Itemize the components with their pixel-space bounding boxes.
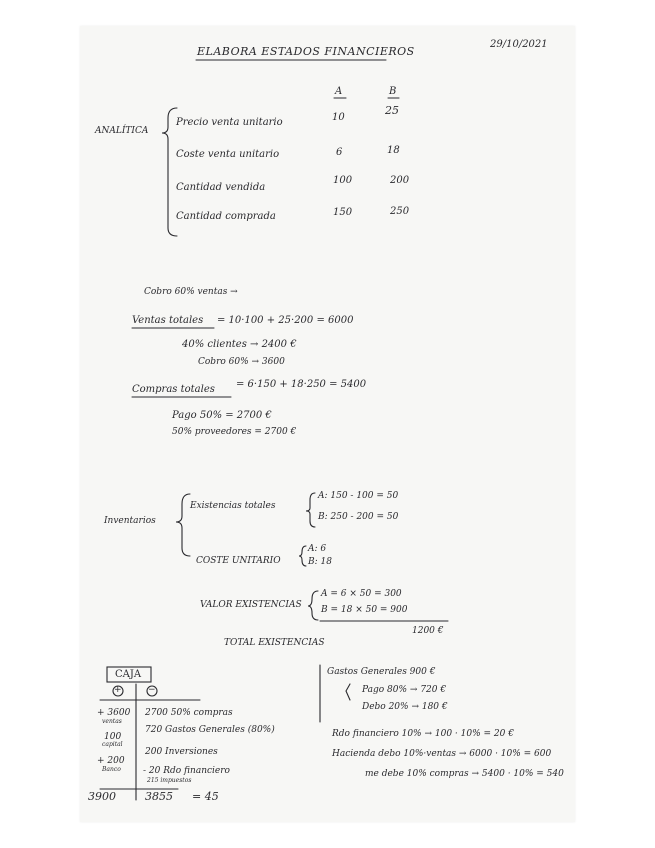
haber-line: 720 Gastos Generales (80%) [145,725,275,735]
date: 29/10/2021 [490,39,548,50]
saldo: = 45 [192,790,219,803]
row-a-value: 100 [333,175,353,186]
compras-label: Compras totales [132,384,215,395]
coste-a: A: 6 [308,544,327,554]
debe-note: Banco [102,766,121,773]
rdo-financiero: Rdo financiero 10% → 100 · 10% = 20 € [332,729,514,739]
minus-sign: − [148,685,156,695]
row-b-value: 200 [390,175,410,186]
debe-value: + 200 [97,756,125,766]
debe-value: 100 [104,732,122,742]
coste-b: B: 18 [308,557,332,567]
caja-title: CAJA [115,669,142,680]
valor-b: B = 18 × 50 = 900 [321,605,408,615]
debe-note: ventas [102,718,122,725]
compras-proveedores: 50% proveedores = 2700 € [172,427,297,437]
ventas-label: Ventas totales [132,315,204,326]
ventas-calc: = 10·100 + 25·200 = 6000 [217,315,354,326]
debe-note: capital [102,741,123,748]
existencias-a: A: 150 - 100 = 50 [318,491,399,501]
col-a-header: A [335,86,343,97]
row-label: Precio venta unitario [176,117,283,128]
valor-a: A = 6 × 50 = 300 [321,589,402,599]
row-b-value: 18 [387,145,400,156]
gastos-generales: Gastos Generales 900 € [327,667,436,677]
row-label: Cantidad vendida [176,182,266,193]
compras-calc: = 6·150 + 18·250 = 5400 [236,379,367,390]
haber-line: 215 impuestos [147,777,192,784]
haber-line: - 20 Rdo financiero [143,766,230,776]
total-existencias-label: TOTAL EXISTENCIAS [224,638,325,648]
hacienda-debo: Hacienda debo 10%·ventas → 6000 · 10% = 600 [332,749,552,759]
notebook-page [80,26,575,822]
ventas-cobro: Cobro 60% → 3600 [198,357,285,367]
col-b-header: B [389,86,397,97]
hacienda-medebe: me debe 10% compras → 5400 · 10% = 540 [365,769,564,779]
compras-pago: Pago 50% = 2700 € [172,410,272,421]
row-a-value: 10 [332,112,345,123]
existencias-label: Existencias totales [190,501,276,511]
plus-sign: + [114,685,122,695]
ventas-clientes: 40% clientes → 2400 € [182,339,297,350]
valor-total: 1200 € [412,626,444,636]
row-a-value: 150 [333,207,353,218]
gastos-debo: Debo 20% → 180 € [362,702,448,712]
row-label: Cantidad comprada [176,211,276,222]
row-b-value: 25 [385,104,399,117]
haber-line: 2700 50% compras [145,708,233,718]
analitica-label: ANALÍTICA [95,126,149,136]
existencias-b: B: 250 - 200 = 50 [318,512,399,522]
total-debe: 3900 [88,790,116,803]
coste-unitario-label: COSTE UNITARIO [196,556,281,566]
valor-existencias-label: VALOR EXISTENCIAS [200,600,302,610]
row-b-value: 250 [390,206,410,217]
page-title: ELABORA ESTADOS FINANCIEROS [197,45,415,58]
inventarios-label: Inventarios [104,516,156,526]
row-label: Coste venta unitario [176,149,280,160]
gastos-pago: Pago 80% → 720 € [362,685,447,695]
haber-line: 200 Inversiones [145,747,218,757]
total-haber: 3855 [145,790,173,803]
debe-value: + 3600 [97,708,131,718]
cobro-note: Cobro 60% ventas → [144,287,238,297]
row-a-value: 6 [336,147,343,158]
